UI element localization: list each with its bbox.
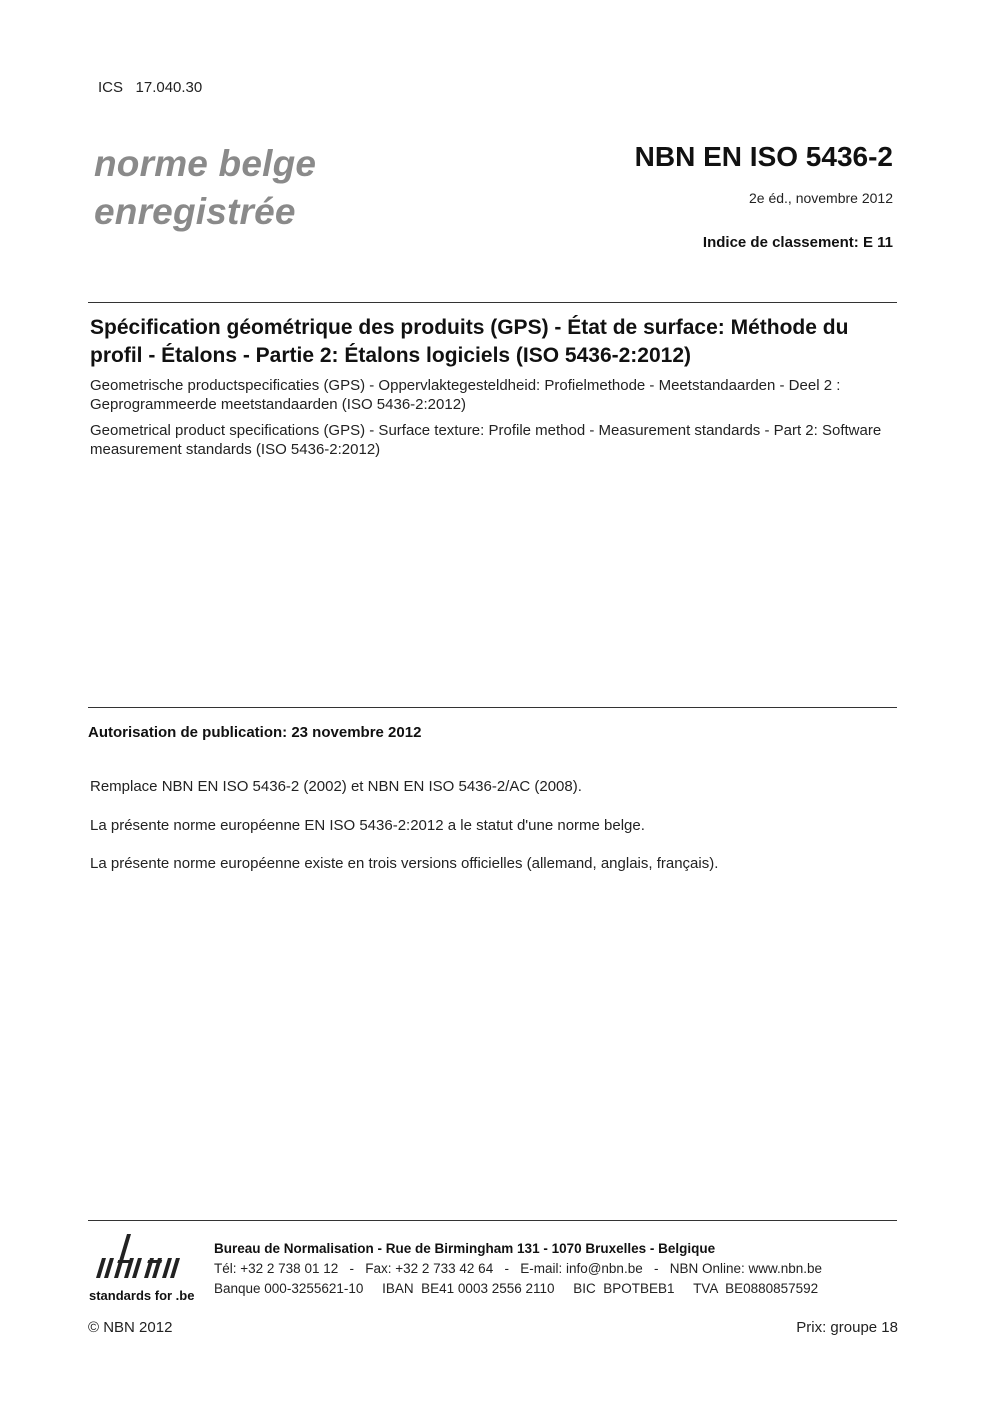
replaces-note: Remplace NBN EN ISO 5436-2 (2002) et NBN EN ISO 5436-2/AC (2008). bbox=[90, 778, 582, 795]
versions-note: La présente norme européenne existe en trois versions officielles (allemand, anglais, français). bbox=[90, 855, 719, 872]
nbn-logo-mark bbox=[88, 1228, 200, 1306]
status-note: La présente norme européenne EN ISO 5436-2:2012 a le statut d'une norme belge. bbox=[90, 817, 645, 834]
ics-code: ICS 17.040.30 bbox=[98, 79, 203, 96]
divider-middle bbox=[88, 707, 897, 708]
standard-number: NBN EN ISO 5436-2 bbox=[634, 141, 893, 172]
nbn-logo bbox=[88, 1228, 200, 1306]
logo-tagline: standards for .be bbox=[89, 1288, 195, 1303]
divider-footer bbox=[88, 1220, 897, 1221]
copyright: © NBN 2012 bbox=[88, 1319, 173, 1336]
price-group: Prix: groupe 18 bbox=[796, 1319, 898, 1336]
brand-line-1: norme belge bbox=[94, 143, 317, 184]
classification-index: Indice de classement: E 11 bbox=[702, 234, 893, 251]
brand-heading bbox=[94, 140, 316, 236]
title-french: Spécification géométrique des produits (GPS) - État de surface: Méthode du profil - Étalons - Partie 2: Étalons logiciels (ISO 5436-2:2012) bbox=[90, 316, 849, 367]
brand-line-2: enregistrée bbox=[94, 191, 296, 232]
bank-line: Banque 000-3255621-10 IBAN BE41 0003 2556 2110 BIC BPOTBEB1 TVA BE0880857592 bbox=[214, 1281, 819, 1296]
publication-authorisation: Autorisation de publication: 23 novembre 2012 bbox=[88, 724, 422, 741]
edition-info: 2e éd., novembre 2012 bbox=[749, 190, 893, 206]
contact-line: Tél: +32 2 738 01 12 - Fax: +32 2 733 42 64 - E-mail: info@nbn.be - NBN Online: www.nbn.be bbox=[214, 1261, 823, 1276]
divider-top bbox=[88, 302, 897, 303]
title-english: Geometrical product specifications (GPS) - Surface texture: Profile method - Measurement standards - Part 2: Software measurement standards (ISO 5436-2:2012) bbox=[90, 422, 882, 458]
title-dutch: Geometrische productspecificaties (GPS) - Oppervlaktegesteldheid: Profielmethode - Meetstandaarden - Deel 2 : Geprogrammeerde meetstandaarden (ISO 5436-2:2012) bbox=[90, 377, 841, 413]
address-line: Bureau de Normalisation - Rue de Birmingham 131 - 1070 Bruxelles - Belgique bbox=[214, 1241, 716, 1256]
